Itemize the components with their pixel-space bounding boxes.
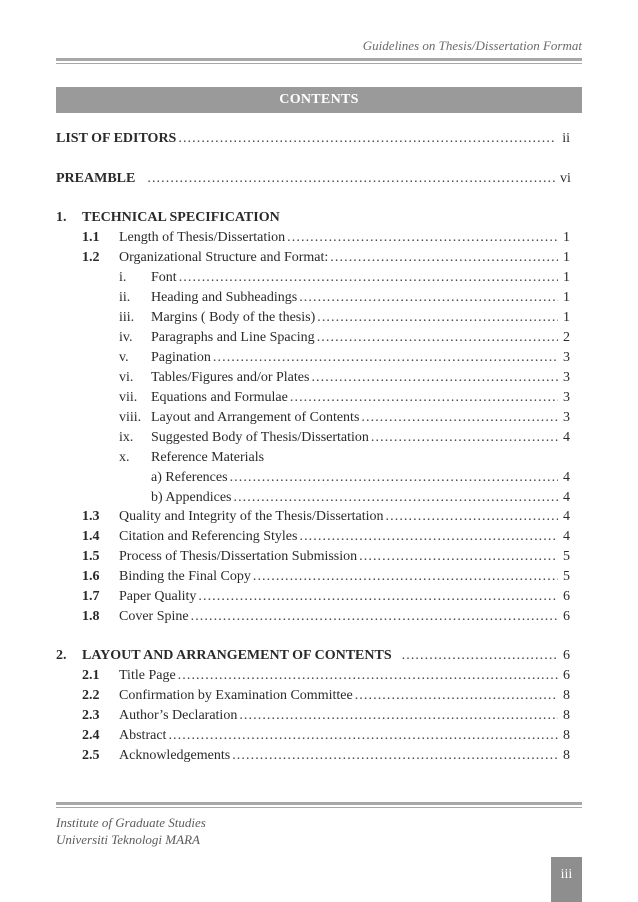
dot-leader (147, 170, 556, 188)
toc-entry-number: 1.6 (82, 569, 100, 584)
toc-subentry-number: ix. (119, 430, 134, 445)
dot-leader (232, 747, 558, 765)
toc-entry-number: 1.1 (82, 230, 100, 245)
toc-subentry-appendices[interactable] (151, 489, 570, 507)
dot-leader (233, 489, 558, 507)
toc-subentry-i[interactable] (119, 269, 570, 287)
toc-subentry-label: Tables/Figures and/or Plates (151, 370, 310, 385)
toc-subentry-number: i. (119, 270, 127, 285)
toc-entry-page: 5 (563, 549, 570, 564)
dot-leader (290, 389, 558, 407)
toc-entry-2-5[interactable] (82, 747, 570, 765)
toc-entry-2-3[interactable] (82, 707, 570, 725)
footer-institution (56, 814, 206, 848)
dot-leader (178, 667, 558, 685)
toc-entry-number: 1.5 (82, 549, 100, 564)
toc-subentry-label: Heading and Subheadings (151, 290, 298, 305)
dot-leader (191, 608, 558, 626)
toc-entry-number: 2.2 (82, 688, 100, 703)
toc-subentry-label: Paragraphs and Line Spacing (151, 330, 315, 345)
toc-subentry-x[interactable] (119, 449, 570, 467)
toc-subentry-number: x. (119, 450, 130, 465)
toc-subentry-page: 1 (563, 270, 570, 285)
footer-line-1: Institute of Graduate Studies (56, 815, 206, 830)
toc-subentry-page: 4 (563, 430, 570, 445)
toc-entry-label: Confirmation by Examination Committee (119, 688, 353, 703)
dot-leader (239, 707, 558, 725)
toc-section-number: 2. (56, 648, 67, 663)
toc-entry-1-3[interactable] (82, 508, 570, 526)
toc-subentry-references[interactable] (151, 469, 570, 487)
toc-entry-number: 2.4 (82, 728, 100, 743)
toc-entry-number: 2.3 (82, 708, 100, 723)
toc-subentry-label: b) Appendices (151, 490, 232, 505)
dot-leader (330, 249, 558, 267)
toc-subentry-ii[interactable] (119, 289, 570, 307)
toc-subentry-v[interactable] (119, 349, 570, 367)
dot-leader (213, 349, 558, 367)
dot-leader (355, 687, 558, 705)
toc-entry-page: 8 (563, 728, 570, 743)
dot-leader (178, 130, 556, 148)
toc-entry-page: vi (560, 171, 571, 186)
toc-subentry-label: Equations and Formulae (151, 390, 288, 405)
toc-subentry-page: 1 (563, 290, 570, 305)
dot-leader (317, 309, 558, 327)
toc-entry-1-2[interactable] (82, 249, 570, 267)
toc-section-label: TECHNICAL SPECIFICATION (82, 210, 280, 225)
dot-leader (359, 548, 558, 566)
toc-entry-1-5[interactable] (82, 548, 570, 566)
toc-entry-label: Abstract (119, 728, 167, 743)
toc-entry-label: Cover Spine (119, 609, 189, 624)
toc-subentry-iii[interactable] (119, 309, 570, 327)
toc-subentry-viii[interactable] (119, 409, 570, 427)
toc-entry-page: 6 (563, 609, 570, 624)
toc-entry-label: LIST OF EDITORS (56, 131, 177, 146)
toc-entry-label: Quality and Integrity of the Thesis/Dissertation (119, 509, 384, 524)
toc-entry-page: 1 (563, 230, 570, 245)
toc-subentry-page: 2 (563, 330, 570, 345)
toc-subentry-label: Margins ( Body of the thesis) (151, 310, 316, 325)
toc-entry-label: Length of Thesis/Dissertation (119, 230, 286, 245)
dot-leader (287, 229, 558, 247)
toc-entry-label: Citation and Referencing Styles (119, 529, 298, 544)
toc-entry-1-8[interactable] (82, 608, 570, 626)
toc-entry-number: 1.2 (82, 250, 100, 265)
toc-subentry-page: 4 (563, 490, 570, 505)
toc-subentry-number: ii. (119, 290, 131, 305)
toc-subentry-label: Suggested Body of Thesis/Dissertation (151, 430, 369, 445)
toc-subentry-page: 1 (563, 310, 570, 325)
toc-entry-number: 1.7 (82, 589, 100, 604)
toc-subentry-number: vii. (119, 390, 138, 405)
dot-leader (198, 588, 558, 606)
toc-entry-number: 2.5 (82, 748, 100, 763)
toc-entry-list-of-editors[interactable] (56, 130, 570, 148)
footer-line-2: Universiti Teknologi MARA (56, 832, 200, 847)
toc-subentry-number: v. (119, 350, 129, 365)
toc-entry-label: Process of Thesis/Dissertation Submission (119, 549, 358, 564)
toc-entry-1-7[interactable] (82, 588, 570, 606)
toc-entry-number: 1.4 (82, 529, 100, 544)
toc-entry-page: 6 (563, 589, 570, 604)
toc-subentry-page: 3 (563, 410, 570, 425)
header-title: Guidelines on Thesis/Dissertation Format (362, 38, 582, 53)
toc-entry-label: Title Page (119, 668, 176, 683)
toc-entry-label: Author’s Declaration (119, 708, 238, 723)
toc-subentry-vi[interactable] (119, 369, 570, 387)
dot-leader (179, 269, 558, 287)
toc-entry-page: 8 (563, 708, 570, 723)
toc-entry-number: 2.1 (82, 668, 100, 683)
dot-leader (253, 568, 558, 586)
toc-subentry-number: iv. (119, 330, 133, 345)
dot-leader (230, 469, 558, 487)
toc-section-number: 1. (56, 210, 67, 225)
toc-subentry-page: 3 (563, 370, 570, 385)
toc-entry-label: PREAMBLE (56, 171, 136, 186)
toc-entry-number: 1.8 (82, 609, 100, 624)
toc-entry-2-1[interactable] (82, 667, 570, 685)
header-rule (56, 58, 582, 61)
toc-entry-page: 8 (563, 688, 570, 703)
toc-subentry-vii[interactable] (119, 389, 570, 407)
footer-rule (56, 802, 582, 805)
toc-entry-1-6[interactable] (82, 568, 570, 586)
toc-subentry-page: 3 (563, 390, 570, 405)
toc-entry-page: ii (562, 131, 570, 146)
toc-subentry-page: 3 (563, 350, 570, 365)
toc-entry-label: Organizational Structure and Format: (119, 250, 329, 265)
toc-entry-page: 6 (563, 668, 570, 683)
contents-heading: CONTENTS (56, 87, 582, 113)
footer-rule-thin (56, 807, 582, 808)
dot-leader (168, 727, 558, 745)
toc-subentry-number: viii. (119, 410, 142, 425)
toc-subentry-ix[interactable] (119, 429, 570, 447)
toc-section-label: LAYOUT AND ARRANGEMENT OF CONTENTS (82, 648, 392, 663)
dot-leader (402, 647, 558, 665)
toc-entry-preamble[interactable] (56, 170, 571, 188)
toc-subentry-label: Font (151, 270, 177, 285)
toc-subentry-number: vi. (119, 370, 134, 385)
toc-entry-page: 8 (563, 748, 570, 763)
toc-entry-1-4[interactable] (82, 528, 570, 546)
toc-entry-page: 1 (563, 250, 570, 265)
toc-section-heading-1[interactable] (56, 209, 570, 227)
toc-subentry-label: Reference Materials (151, 450, 265, 465)
dot-leader (299, 289, 558, 307)
page-number: iii (551, 857, 582, 902)
toc-entry-label: Paper Quality (119, 589, 197, 604)
toc-section-heading-2[interactable] (56, 647, 570, 665)
toc-entry-2-2[interactable] (82, 687, 570, 705)
toc-entry-page: 4 (563, 529, 570, 544)
toc-entry-page: 5 (563, 569, 570, 584)
toc-subentry-label: a) References (151, 470, 228, 485)
toc-entry-number: 1.3 (82, 509, 100, 524)
toc-subentry-label: Pagination (151, 350, 211, 365)
toc-entry-1-1[interactable] (82, 229, 570, 247)
dot-leader (386, 508, 558, 526)
dot-leader (311, 369, 558, 387)
toc-subentry-number: iii. (119, 310, 135, 325)
toc-entry-label: Binding the Final Copy (119, 569, 251, 584)
dot-leader (317, 329, 558, 347)
toc-subentry-page: 4 (563, 470, 570, 485)
toc-entry-page: 4 (563, 509, 570, 524)
toc-section-page: 6 (563, 648, 570, 663)
header-rule-thin (56, 63, 582, 64)
dot-leader (371, 429, 558, 447)
dot-leader (361, 409, 558, 427)
toc-subentry-iv[interactable] (119, 329, 570, 347)
toc-entry-label: Acknowledgements (119, 748, 231, 763)
toc-subentry-label: Layout and Arrangement of Contents (151, 410, 360, 425)
toc-entry-2-4[interactable] (82, 727, 570, 745)
dot-leader (299, 528, 558, 546)
